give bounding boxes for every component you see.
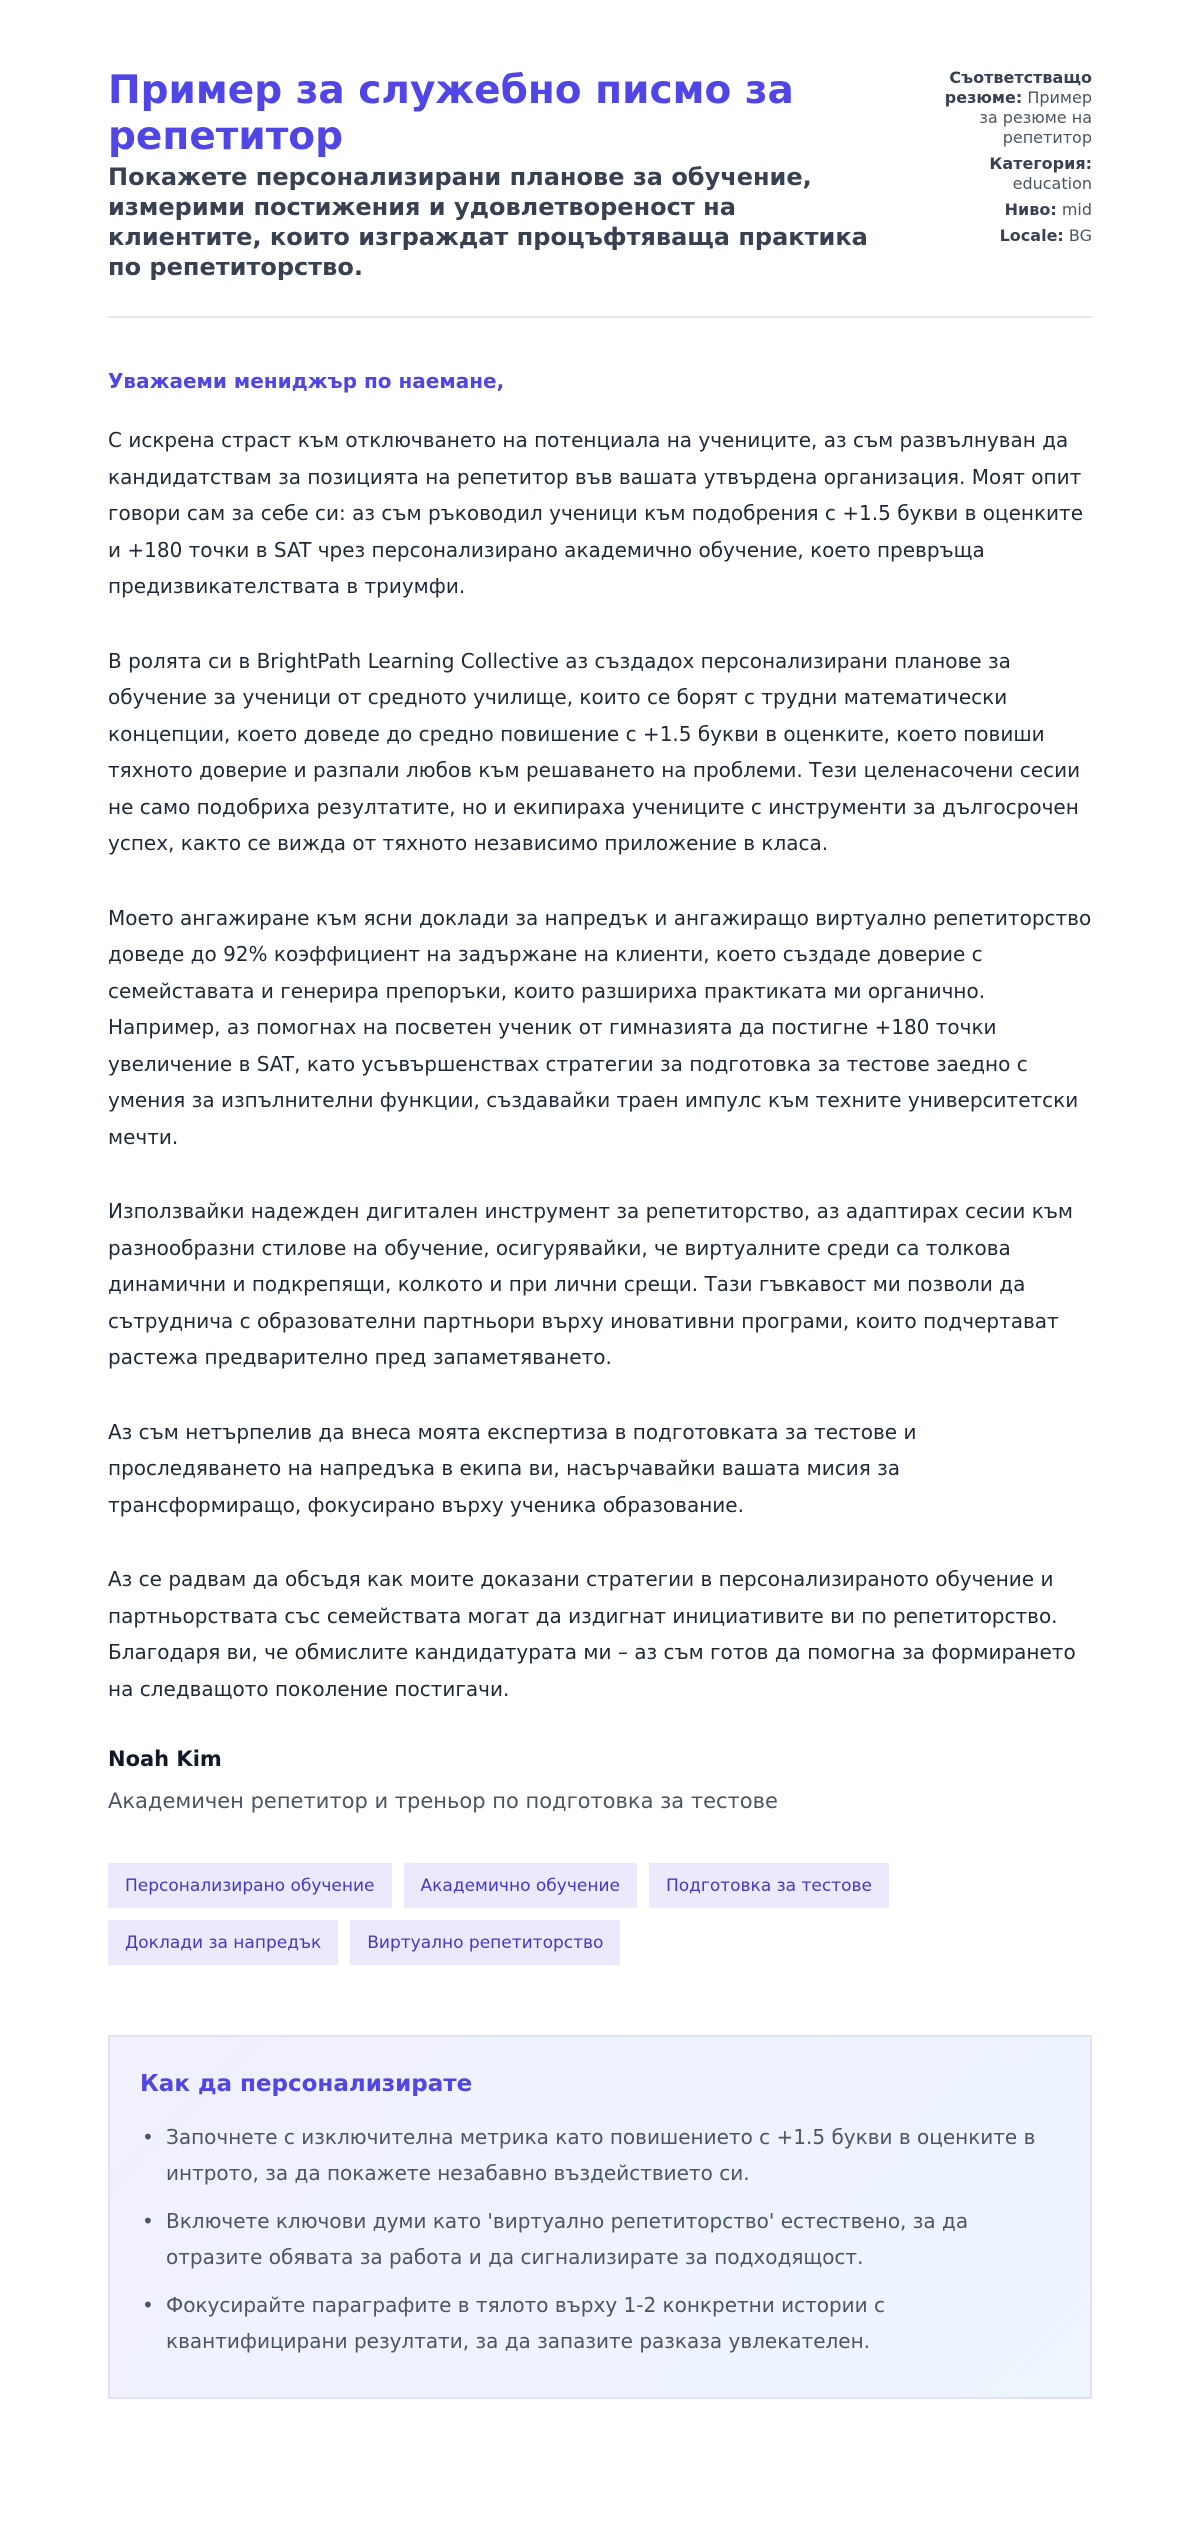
tag-academic-training[interactable]: Академично обучение [404, 1863, 637, 1908]
customization-tips-card [108, 2035, 1092, 2399]
letter-paragraph: Аз се радвам да обсъдя как моите доказани стратегии в персонализираното обучение и партньорствата със семействата могат да издигнат инициативите ви по репетиторство. Благодаря ви, че обмислите кандидатурата ми – аз съм готов да помогна за формирането на следващото поколение постигачи. [108, 1567, 1076, 1701]
tips-list [140, 2119, 1060, 2359]
salutation: Уважаеми мениджър по наемане, [108, 369, 505, 393]
tips-title: Как да персонализирате [140, 2071, 473, 2097]
meta-category [922, 154, 1092, 194]
meta-category-value: education [1012, 174, 1092, 193]
tip-item [140, 2287, 1060, 2359]
letter-paragraph: Моето ангажиране към ясни доклади за напредък и ангажиращо виртуално репетиторство доведе до 92% коэффициент на задържане на клиенти, което създаде доверие с семейставата и генерира препоръки, които разшириха практиката ми органично. Например, аз помогнах на посветен ученик от гимназията да постигне +180 точки увеличение в SAT, като усъвършенствах стратегии за подготовка за тестове заедно с умения за изпълнителни функции, създавайки траен импулс към техните университетски мечти. [108, 905, 1092, 1149]
page-subtitle: Покажете персонализирани планове за обучение, измерими постижения и удовлетвореност на клиентите, които изграждат процъфтяваща практика по репетиторство. [108, 163, 868, 281]
header-titles [108, 68, 888, 282]
letter-body [108, 368, 1092, 1707]
meta-level-value: mid [1061, 200, 1092, 219]
meta-category-label: Категория: [989, 154, 1092, 173]
tip-item [140, 2119, 1060, 2191]
meta-resume [922, 68, 1092, 148]
tip-text: Започнете с изключителна метрика като повишението с +1.5 букви в оценките в интрото, за да покажете незабавно въздействието си. [166, 2125, 1036, 2185]
meta-level-label: Ниво: [1004, 200, 1057, 219]
meta-panel [922, 68, 1092, 252]
bullet-icon: • [142, 2293, 154, 2317]
signature-title: Академичен репетитор и треньор по подготовка за тестове [108, 1789, 778, 1813]
letter-paragraph: Използвайки надежден дигитален инструмент за репетиторство, аз адаптирах сесии към разнообразни стилове на обучение, осигурявайки, че виртуалните среди са толкова динамични и подкрепящи, колкото и при лични срещи. Тази гъвкавост ми позволи да сътруднича с образователни партньори върху иновативни програми, които подчертават растежа предварително пред запаметяването. [108, 1199, 1073, 1369]
bullet-icon: • [142, 2209, 154, 2233]
meta-resume-value[interactable]: Пример за резюме на репетитор [979, 88, 1092, 147]
meta-locale-label: Locale: [999, 226, 1064, 245]
signature-name: Noah Kim [108, 1747, 222, 1771]
tag-virtual-tutoring[interactable]: Виртуално репетиторство [350, 1920, 620, 1965]
tag-progress-reports[interactable]: Доклади за напредък [108, 1920, 338, 1965]
letter-paragraph: Аз съм нетърпелив да внеса моята експертиза в подготовката за тестове и проследяването на напредъка в екипа ви, насърчавайки вашата мисия за трансформиращо, фокусирано върху ученика образование. [108, 1419, 917, 1517]
letter-paragraph: С искрена страст към отключването на потенциала на учениците, аз съм развълнуван да кандидатствам за позицията на репетитор във вашата утвърдена организация. Моят опит говори сам за себе си: аз съм ръководил ученици към подобрения с +1.5 букви в оценките и +180 точки в SAT чрез персонализирано академично обучение, което превръща предизвикателствата в триумфи. [108, 428, 1084, 598]
skill-tags [108, 1863, 1008, 1965]
tag-test-prep[interactable]: Подготовка за тестове [649, 1863, 889, 1908]
tip-text: Включете ключови думи като 'виртуално репетиторство' естествено, за да отразите обявата за работа и да сигнализирате за подходящост. [166, 2209, 969, 2269]
page-header [108, 68, 1092, 318]
meta-resume-label: Съответстващо резюме: [944, 68, 1092, 107]
letter-paragraphs [108, 422, 1092, 1707]
tag-personalized-learning[interactable]: Персонализирано обучение [108, 1863, 392, 1908]
meta-locale [922, 226, 1092, 246]
page-title: Пример за служебно писмо за репетитор [108, 68, 794, 159]
bullet-icon: • [142, 2125, 154, 2149]
meta-locale-value: BG [1068, 226, 1092, 245]
signature-block [108, 1745, 1092, 1815]
meta-level [922, 200, 1092, 220]
letter-paragraph: В ролята си в BrightPath Learning Collective аз създадох персонализирани планове за обучение за ученици от средното училище, които се борят с трудни математически концепции, което доведе до средно повишение с +1.5 букви в оценките, което повиши тяхното доверие и разпали любов към решаването на проблеми. Тези целенасочени сесии не само подобриха резултатите, но и екипираха учениците с инструменти за дългосрочен успех, както се вижда от тяхното независимо приложение в класа. [108, 648, 1081, 855]
tip-item [140, 2203, 1060, 2275]
tip-text: Фокусирайте параграфите в тялото върху 1-2 конкретни истории с квантифицирани резултати, за да запазите разказа увлекателен. [166, 2293, 886, 2353]
